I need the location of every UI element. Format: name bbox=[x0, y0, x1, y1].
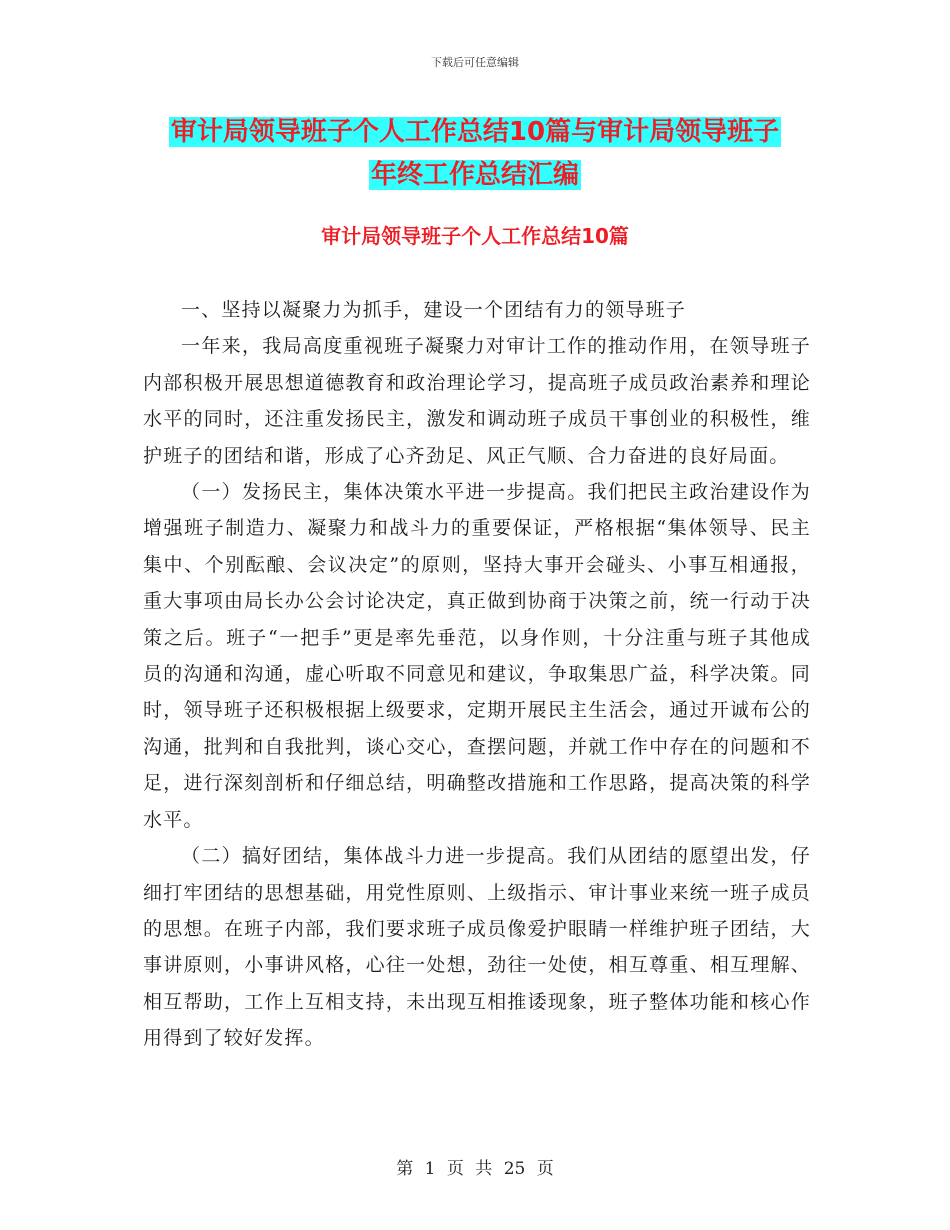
document-title-line-2 bbox=[0, 155, 950, 195]
paragraph: 一年来，我局高度重视班子凝聚力对审计工作的推动作用，在领导班子内部积极开展思想道德教育和政治理论学习，提高班子成员政治素养和理论水平的同时，还注重发扬民主，激发和调动班子成员干事创业的积极性，维护班子的团结和谐，形成了心齐劲足、风正气顺、合力奋进的良好局面。 bbox=[143, 335, 811, 467]
title-line-1-text: 审计局领导班子个人工作总结10篇与审计局领导班子 bbox=[170, 117, 780, 147]
paragraph: （一）发扬民主，集体决策水平进一步提高。我们把民主政治建设作为增强班子制造力、凝聚力和战斗力的重要保证，严格根据“集体领导、民主集中、个别酝酿、会议决定”的原则，坚持大事开会碰头、小事互相通报，重大事项由局长办公会讨论决定，真正做到协商于决策之前，统一行动于决策之后。班子“一把手”更是率先垂范，以身作则，十分注重与班子其他成员的沟通和沟通，虚心听取不同意见和建议，争取集思广益，科学决策。同时，领导班子还积极根据上级要求，定期开展民主生活会，通过开诚布公的沟通，批判和自我批判，谈心交心，查摆问题，并就工作中存在的问题和不足，进行深刻剖析和仔细总结，明确整改措施和工作思路，提高决策的科学水平。 bbox=[143, 481, 811, 831]
paragraph: （二）搞好团结，集体战斗力进一步提高。我们从团结的愿望出发，仔细打牢团结的思想基础，用党性原则、上级指示、审计事业来统一班子成员的思想。在班子内部，我们要求班子成员像爱护眼睛一样维护班子团结，大事讲原则，小事讲风格，心往一处想，劲往一处使，相互尊重、相互理解、相互帮助，工作上互相支持，未出现互相推诿现象，班子整体功能和核心作用得到了较好发挥。 bbox=[143, 845, 811, 1050]
header-note: 下载后可任意编辑 bbox=[431, 56, 519, 69]
section-title: 审计局领导班子个人工作总结10篇 bbox=[321, 224, 629, 248]
paragraph-heading: 一、坚持以凝聚力为抓手，建设一个团结有力的领导班子 bbox=[181, 299, 687, 321]
document-title-line-1 bbox=[0, 112, 950, 152]
document-body bbox=[143, 292, 811, 1057]
page-number-footer: 第 1 页 共 25 页 bbox=[396, 1159, 554, 1179]
title-line-2-text: 年终工作总结汇编 bbox=[370, 160, 579, 190]
